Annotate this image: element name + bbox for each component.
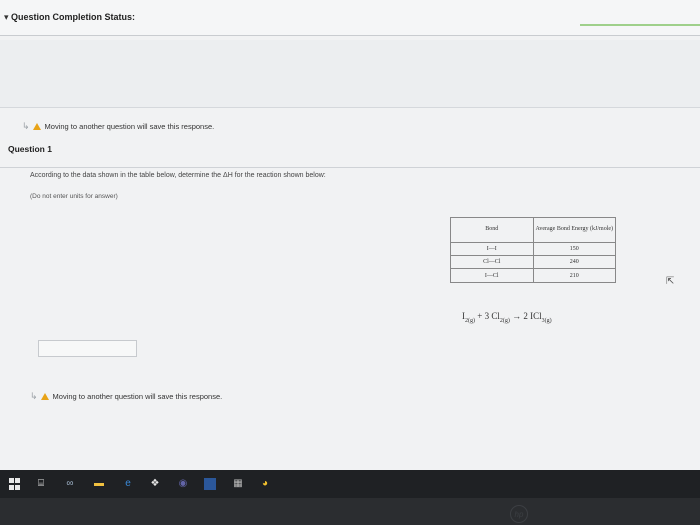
bond-cell: I—I xyxy=(451,242,534,255)
question-label: Question 1 xyxy=(8,144,52,154)
reactant-chlorine-state: 2(g) xyxy=(499,317,510,324)
table-row xyxy=(451,269,616,283)
energy-cell: 210 xyxy=(533,269,616,283)
bond-energy-table xyxy=(450,217,616,283)
windows-start-icon[interactable] xyxy=(8,478,20,490)
windows-taskbar xyxy=(0,470,700,498)
laptop-bezel xyxy=(0,498,700,525)
hp-logo: hp xyxy=(510,505,528,523)
task-view-icon[interactable]: ⌸ xyxy=(38,477,44,489)
save-notice-text: Moving to another question will save this response. xyxy=(52,392,223,401)
calculator-icon[interactable]: ▦ xyxy=(233,477,243,489)
energy-cell: 240 xyxy=(533,256,616,269)
save-notice-top xyxy=(22,121,214,132)
question-completion-status-bar[interactable] xyxy=(0,0,700,36)
bond-cell: I—Cl xyxy=(451,269,534,283)
table-row xyxy=(451,256,616,269)
table-header-bond: Bond xyxy=(451,218,534,243)
reactant-chlorine: + 3 Cl xyxy=(475,311,500,321)
energy-cell: 150 xyxy=(533,242,616,255)
table-header-energy: Average Bond Energy (kJ/mole) xyxy=(533,218,616,243)
reactant-iodine: I xyxy=(462,311,465,321)
table-row xyxy=(451,242,616,255)
dropbox-icon[interactable]: ❖ xyxy=(150,477,160,489)
edge-icon[interactable]: e xyxy=(125,477,131,489)
status-panel xyxy=(0,40,700,108)
product-state: 3(g) xyxy=(541,317,552,324)
progress-accent-line xyxy=(580,24,700,26)
reaction-equation xyxy=(462,311,552,324)
status-title: Question Completion Status: xyxy=(11,12,136,22)
file-explorer-icon[interactable]: ▬ xyxy=(94,477,104,489)
answer-input[interactable] xyxy=(38,340,137,357)
teams-icon[interactable]: ◉ xyxy=(178,477,188,489)
question-instruction: (Do not enter units for answer) xyxy=(30,193,118,200)
bond-cell: Cl—Cl xyxy=(451,256,534,269)
collapse-toggle-icon[interactable]: ▾ xyxy=(4,12,9,22)
reactant-iodine-state: 2(g) xyxy=(465,317,475,324)
question-text: According to the data shown in the table below, determine the ΔH for the reaction shown below: xyxy=(30,172,326,179)
question-header xyxy=(0,140,700,168)
warning-icon xyxy=(33,123,41,130)
table-header-row xyxy=(451,218,616,243)
chrome-icon[interactable]: ◕ xyxy=(261,477,269,489)
word-icon[interactable] xyxy=(204,478,216,490)
save-notice-text: Moving to another question will save this response. xyxy=(44,122,215,131)
arrow-icon: ↳ xyxy=(30,391,38,401)
save-notice-bottom xyxy=(30,391,222,402)
mouse-cursor-icon: ⇱ xyxy=(666,276,675,287)
product-icl3: → 2 ICl xyxy=(509,311,542,321)
warning-icon xyxy=(41,393,49,400)
arrow-icon: ↳ xyxy=(22,121,30,131)
link-icon[interactable]: ∞ xyxy=(66,477,74,489)
